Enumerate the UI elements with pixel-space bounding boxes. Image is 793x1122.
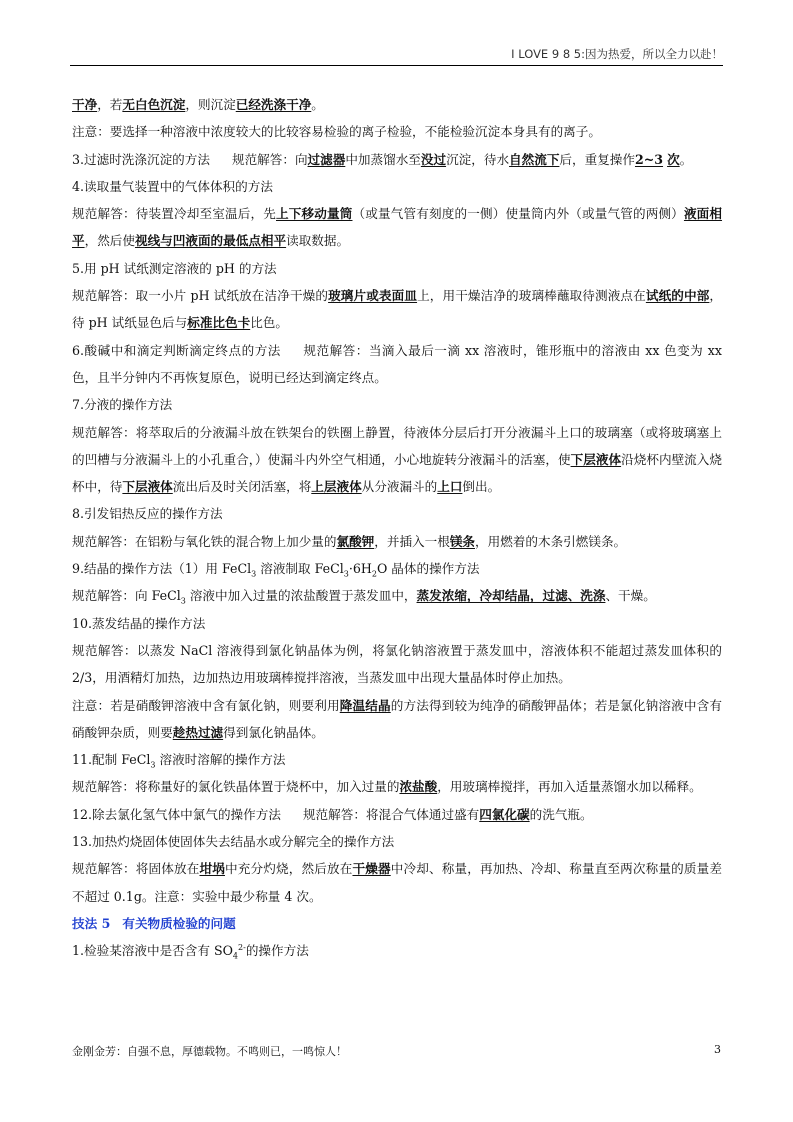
paragraph: 3.过滤时洗涤沉淀的方法 规范解答：向过滤器中加蒸馏水至没过沉淀，待水自然流下后，重复操作2~3 次。 — [72, 151, 693, 167]
paragraph: 规范解答：将称量好的氯化铁晶体置于烧杯中，加入过量的浓盐酸，用玻璃棒搅拌，再加入适量蒸馏水加以稀释。 — [72, 779, 702, 795]
section-heading: 7.分液的操作方法 — [72, 397, 173, 413]
section-heading: 11.配制 FeCl$_3$ 溶液时溶解的操作方法 — [72, 752, 286, 770]
paragraph: 注意：若是硝酸钾溶液中含有氯化钠，则要利用降温结晶的方法得到较为纯净的硝酸钾晶体；若是氯化钠溶液中含有硝酸钾杂质，则要趁热过滤得到氯化钠晶体。 — [72, 697, 723, 740]
footer-motto: 金刚金芳：自强不息，厚德载物。不鸣则已，一鸣惊人！ — [72, 1045, 347, 1058]
paragraph: 规范解答：取一小片 pH 试纸放在洁净干燥的玻璃片或表面皿上，用干燥洁净的玻璃棒蘸取待测液点在试纸的中部，待 pH 试纸显色后与标准比色卡比色。 — [72, 288, 723, 331]
section-heading: 5.用 pH 试纸测定溶液的 pH 的方法 — [72, 260, 277, 276]
section-heading: 10.蒸发结晶的操作方法 — [72, 615, 206, 631]
page-header: I LOVE 9 8 5:因为热爱，所以全力以赴！ — [511, 47, 723, 61]
paragraph: 规范解答：以蒸发 NaCl 溶液得到氯化钠晶体为例，将氯化钠溶液置于蒸发皿中，溶液体积不能超过蒸发皿体积的 2/3，用酒精灯加热，边加热边用玻璃棒搅拌溶液，当蒸发皿中出现大量晶体时停止加热。 — [72, 642, 722, 686]
paragraph: 规范解答：将萃取后的分液漏斗放在铁架台的铁圈上静置，待液体分层后打开分液漏斗上口的玻璃塞（或将玻璃塞上的凹槽与分液漏斗上的小孔重合，）使漏斗内外空气相通，小心地旋转分液漏斗的活塞，使下层液体沿烧杯内壁流入烧杯中，待下层液体流出后及时关闭活塞，将上层液体从分液漏斗的上口倒出。 — [72, 424, 723, 495]
header-divider — [70, 65, 723, 66]
section-heading: 1.检验某溶液中是否含有 $SO_4^{2-}$的操作方法 — [72, 943, 309, 961]
paragraph: 规范解答：将固体放在坩埚中充分灼烧，然后放在干燥器中冷却、称量，再加热、冷却、称量直至两次称量的质量差不超过 0.1g。注意：实验中最少称量 4 次。 — [72, 861, 723, 904]
document-body — [72, 91, 722, 965]
paragraph: 规范解答：向 FeCl$_3$ 溶液中加入过量的浓盐酸置于蒸发皿中，蒸发浓缩，冷却结晶，过滤、洗涤、干燥。 — [72, 588, 656, 606]
paragraph: 注意：要选择一种溶液中浓度较大的比较容易检验的离子检验，不能检验沉淀本身具有的离子。 — [72, 124, 601, 140]
paragraph: 规范解答：在铝粉与氧化铁的混合物上加少量的氯酸钾，并插入一根镁条，用燃着的木条引燃镁条。 — [72, 533, 627, 549]
technique-heading: 技法 5 有关物质检验的问题 — [72, 915, 236, 931]
section-heading: 9.结晶的操作方法（1）用 FeCl$_3$ 溶液制取 $FeCl_3\cdot 6H_2O$ 晶体的操作方法 — [72, 561, 480, 579]
page-footer — [72, 1043, 721, 1059]
section-heading: 8.引发铝热反应的操作方法 — [72, 506, 223, 522]
paragraph: 6.酸碱中和滴定判断滴定终点的方法 规范解答：当滴入最后一滴 xx 溶液时，锥形瓶中的溶液由 xx 色变为 xx 色，且半分钟内不再恢复原色，说明已经达到滴定终点。 — [72, 342, 722, 385]
section-heading: 4.读取量气装置中的气体体积的方法 — [72, 178, 273, 194]
paragraph: 规范解答：待装置冷却至室温后，先上下移动量筒（或量气管有刻度的一侧）使量筒内外（或量气管的两侧）液面相平，然后使视线与凹液面的最低点相平读取数据。 — [72, 206, 723, 249]
page-number: 3 — [714, 1043, 721, 1056]
paragraph: 干净，若无白色沉淀，则沉淀已经洗涤干净。 — [72, 97, 324, 112]
paragraph: 12.除去氯化氢气体中氯气的操作方法 规范解答：将混合气体通过盛有四氯化碳的洗气瓶。 — [72, 806, 593, 822]
section-heading: 13.加热灼烧固体使固体失去结晶水或分解完全的操作方法 — [72, 834, 395, 850]
